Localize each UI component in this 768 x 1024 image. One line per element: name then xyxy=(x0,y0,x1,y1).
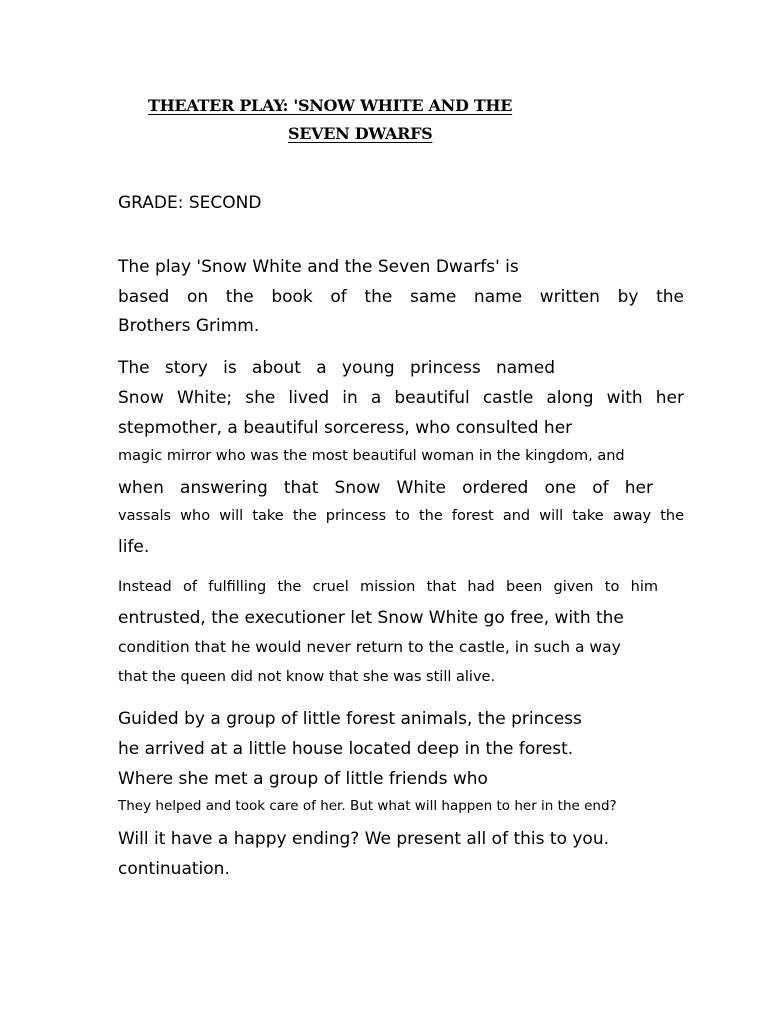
paragraph-2-line-1: The story is about a young princess named xyxy=(118,358,555,378)
paragraph-1-line-1: The play 'Snow White and the Seven Dwarfs' is xyxy=(118,257,519,277)
title-line-1-text: THEATER PLAY: 'SNOW WHITE AND THE xyxy=(148,96,513,115)
paragraph-3-line-3: condition that he would never return to the castle, in such a way xyxy=(118,638,621,656)
paragraph-2-line-4: magic mirror who was the most beautiful woman in the kingdom, and xyxy=(118,448,625,464)
title-underline-pad xyxy=(512,96,602,115)
paragraph-2-line-2: Snow White; she lived in a beautiful castle along with her xyxy=(118,388,684,408)
paragraph-4-line-5: Will it have a happy ending? We present all of this to you. xyxy=(118,829,610,849)
paragraph-1-line-2: based on the book of the same name written by the xyxy=(118,287,684,307)
paragraph-4-line-1: Guided by a group of little forest animals, the princess xyxy=(118,709,582,729)
paragraph-3-line-4: that the queen did not know that she was still alive. xyxy=(118,669,496,685)
paragraph-3-line-2: entrusted, the executioner let Snow White go free, with the xyxy=(118,608,624,628)
paragraph-4-line-3: Where she met a group of little friends who xyxy=(118,769,488,789)
paragraph-2-line-7: life. xyxy=(118,537,150,557)
grade-label: GRADE: SECOND xyxy=(118,193,262,213)
paragraph-2-line-6: vassals who will take the princess to the forest and will take away the xyxy=(118,508,684,524)
paragraph-4-line-4: They helped and took care of her. But what will happen to her in the end? xyxy=(118,798,617,814)
paragraph-3-line-1: Instead of fulfilling the cruel mission that had been given to him xyxy=(118,579,658,595)
title-line-2 xyxy=(288,124,474,143)
paragraph-2-line-3: stepmother, a beautiful sorceress, who consulted her xyxy=(118,418,573,438)
title-line-1 xyxy=(148,96,602,115)
title-line-2-text: SEVEN DWARFS xyxy=(288,124,433,143)
paragraph-4-line-2: he arrived at a little house located deep in the forest. xyxy=(118,739,574,759)
paragraph-2-line-5: when answering that Snow White ordered one of her xyxy=(118,478,653,498)
paragraph-4-line-6: continuation. xyxy=(118,859,230,879)
paragraph-1-line-3: Brothers Grimm. xyxy=(118,316,260,336)
title-underline-pad xyxy=(432,124,474,143)
